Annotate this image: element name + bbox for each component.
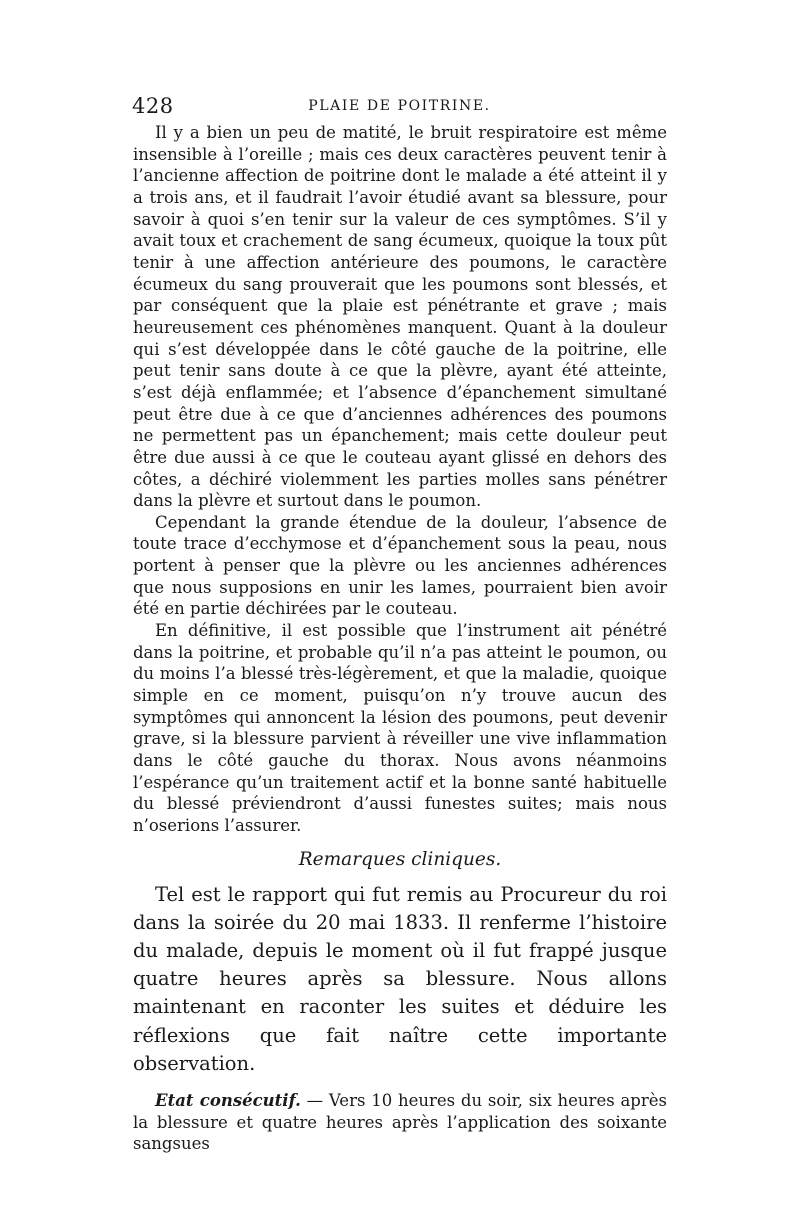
- page-header: [132, 94, 667, 122]
- running-title: PLAIE DE POITRINE.: [308, 98, 491, 114]
- body-text: [133, 122, 667, 1155]
- paragraph-2: Cependant la grande étendue de la douleur, l’absence de toute trace d’ecchymose et d’épanchement sous la peau, nous portent à penser que la plèvre ou les anciennes adhérences que nous supposions en unir les lames, pourraient bien avoir été en partie déchirées par le couteau.: [133, 512, 667, 619]
- paragraph-text: — Vers 10 heures du soir, six heures après la blessure et quatre heures après l’application des soixante sangsues: [133, 1091, 667, 1154]
- paragraph-etat-consecutif: [133, 1090, 667, 1155]
- large-paragraph: Tel est le rapport qui fut remis au Procureur du roi dans la soirée du 20 mai 1833. Il renferme l’histoire du malade, depuis le moment où il fut frappé jusque quatre heures après sa blessure. Nous allons maintenant en raconter les suites et déduire les réflexions que fait naître cette importante observation.: [133, 882, 667, 1075]
- paragraph-3: En définitive, il est possible que l’instrument ait pénétré dans la poitrine, et probable qu’il n’a pas atteint le poumon, ou du moins l’a blessé très-légèrement, et que la maladie, quoique simple en ce moment, puisqu’on n’y trouve aucun des symptômes qui annoncent la lésion des poumons, peut devenir grave, si la blessure parvient à réveiller une vive inflammation dans le côté gauche du thorax. Nous avons néanmoins l’espérance qu’un traitement actif et la bonne santé habituelle du blessé préviendront d’aussi funestes suites; mais nous n’oserions l’assurer.: [133, 621, 667, 835]
- run-in-heading: Etat consécutif.: [155, 1091, 301, 1111]
- section-heading: Remarques cliniques.: [298, 848, 502, 870]
- page-number: 428: [132, 94, 174, 118]
- paragraph-1: Il y a bien un peu de matité, le bruit respiratoire est même insensible à l’oreille ; mais ces deux caractères peuvent tenir à l’ancienne affection de poitrine dont le malade a été atteint il y a trois ans, et il faudrait l’avoir étudié avant sa blessure, pour savoir à quoi s’en tenir sur la valeur de ces symptômes. S’il y avait toux et crachement de sang écumeux, quoique la toux pût tenir à une affection antérieure des poumons, le caractère écumeux du sang prouverait que les poumons sont blessés, et par conséquent que la plaie est pénétrante et grave ; mais heureusement ces phénomènes manquent. Quant à la douleur qui s’est développée dans le côté gauche de la poitrine, elle peut tenir sans doute à ce que la plèvre, ayant été atteinte, s’est déjà enflammée; et l’absence d’épanchement simultané peut être due à ce que d’anciennes adhérences des poumons ne permettent pas un épanchement; mais cette douleur peut être due aussi à ce que le couteau ayant glissé en dehors des côtes, a déchiré violemment les parties molles sans pénétrer dans la plèvre et surtout dans le poumon.: [133, 123, 667, 511]
